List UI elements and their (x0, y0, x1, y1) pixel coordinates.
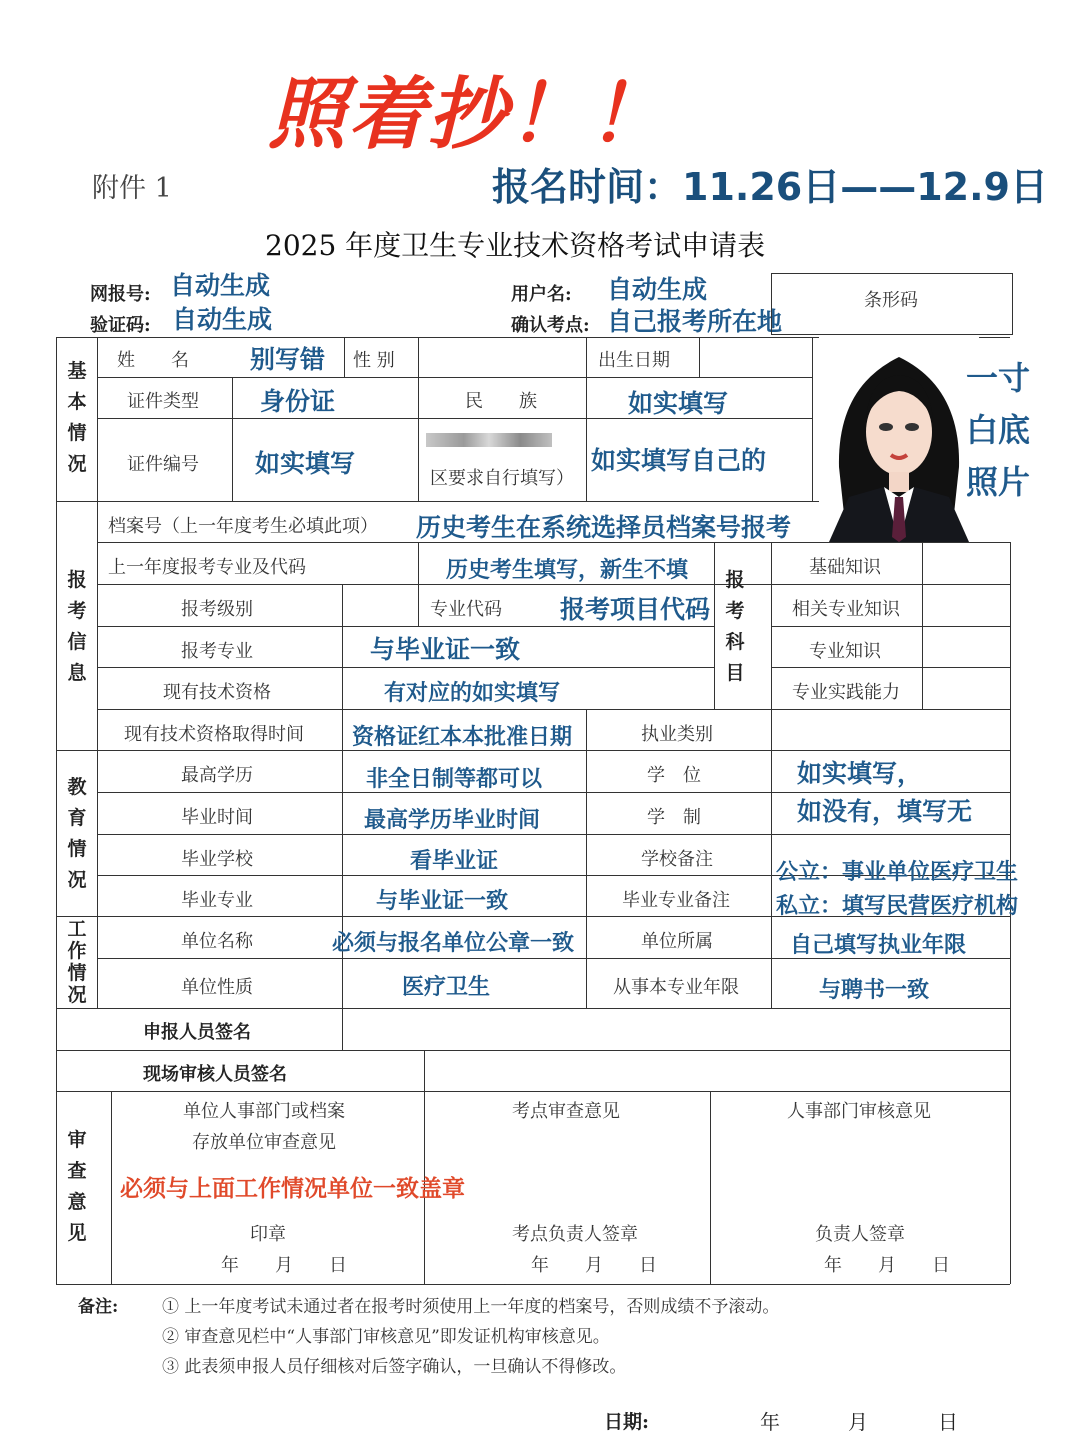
review-col3-seal: 负责人签章 (815, 1224, 905, 1245)
name-hint: 别写错 (250, 345, 326, 374)
degree-system-hint-2: 如没有，填写无 (797, 797, 973, 826)
affiliation-hint: 自己填写执业年限 (790, 933, 967, 958)
date-label: 日期: (604, 1411, 650, 1433)
gender-label: 性 别 (353, 350, 395, 371)
unit-name-label: 单位名称 (181, 931, 253, 952)
net-id-hint: 自动生成 (170, 271, 271, 300)
review-col3-title: 人事部门审核意见 (787, 1101, 931, 1122)
redacted-text (426, 433, 552, 447)
prev-major-hint: 历史考生填写，新生不填 (446, 558, 689, 583)
years-hint: 与聘书一致 (819, 978, 930, 1003)
date-year: 年 (760, 1410, 780, 1434)
exam-section-label: 报考信息 (67, 569, 87, 684)
region-hint: 如实填写自己的 (591, 446, 767, 475)
seal-hint: 必须与上面工作情况单位一致盖章 (120, 1176, 465, 1202)
date-day: 日 (938, 1410, 958, 1434)
name-label: 姓 名 (117, 350, 189, 371)
grad-time-label: 毕业时间 (181, 807, 253, 828)
barcode-label: 条形码 (864, 290, 918, 311)
subject-item: 专业知识 (809, 641, 881, 662)
annex-label: 附件 1 (92, 173, 172, 204)
reviewer-signature-label: 现场审核人员签名 (143, 1064, 287, 1085)
review-date: 年 月 日 (824, 1255, 950, 1276)
review-date: 年 月 日 (221, 1255, 347, 1276)
degree-system-hint-1: 如实填写， (797, 759, 923, 788)
subject-item: 基础知识 (809, 557, 881, 578)
review-col2-seal: 考点负责人签章 (512, 1224, 638, 1245)
exam-site-label: 确认考点: (511, 315, 590, 336)
affiliation-label: 单位所属 (641, 931, 713, 952)
id-type-label: 证件类型 (127, 391, 199, 412)
private-hint: 私立：填写民营医疗机构 (776, 894, 1019, 919)
basic-section-label: 基本情况 (67, 360, 87, 475)
photo-caption-line-1: 一寸 (966, 359, 1031, 397)
major-label: 报考专业 (181, 641, 253, 662)
review-date: 年 月 日 (531, 1255, 657, 1276)
photo-caption-line-3: 照片 (966, 463, 1031, 501)
unit-type-label: 单位性质 (181, 977, 253, 998)
registration-time: 报名时间：11.26日——12.9日 (492, 165, 1048, 209)
years-label: 从事本专业年限 (613, 977, 739, 998)
id-photo (819, 337, 979, 542)
photo-caption (966, 352, 1046, 508)
ethnic-hint: 如实填写 (628, 389, 729, 418)
id-type-hint: 身份证 (260, 387, 336, 416)
notes-label: 备注: (78, 1297, 119, 1317)
note-item: ③ 此表须申报人员仔细核对后签字确认，一旦确认不得修改。 (162, 1357, 627, 1377)
qual-time-label: 现有技术资格取得时间 (124, 724, 304, 745)
archive-label: 档案号（上一年度考生必填此项） (108, 516, 378, 537)
review-col1-line1: 单位人事部门或档案 (183, 1101, 345, 1122)
region-note: 区要求自行填写） (430, 468, 574, 489)
id-no-hint: 如实填写 (255, 449, 356, 478)
edu-major-label: 毕业专业 (181, 890, 253, 911)
subject-item: 相关专业知识 (792, 599, 900, 620)
review-section-label: 审查意见 (67, 1129, 87, 1244)
photo-caption-line-2: 白底 (966, 411, 1031, 449)
code-label: 专业代码 (430, 599, 502, 620)
birth-label: 出生日期 (598, 350, 670, 371)
exam-site-hint: 自己报考所在地 (607, 307, 783, 336)
net-id-label: 网报号: (90, 284, 151, 305)
major-hint: 与毕业证一致 (370, 635, 521, 664)
prev-major-label: 上一年度报考专业及代码 (108, 557, 306, 578)
grad-time-hint: 最高学历毕业时间 (364, 808, 541, 833)
level-label: 报考级别 (181, 599, 253, 620)
headline: 照着抄！！ (268, 70, 669, 160)
school-hint: 看毕业证 (410, 849, 499, 874)
practice-label: 执业类别 (641, 724, 713, 745)
edu-major-hint: 与毕业证一致 (376, 889, 509, 914)
archive-hint: 历史考生在系统选择员档案号报考 (416, 513, 792, 542)
school-label: 毕业学校 (181, 849, 253, 870)
current-qual-label: 现有技术资格 (163, 682, 271, 703)
subject-item: 专业实践能力 (792, 682, 900, 703)
education-section-label: 教育情况 (67, 776, 87, 891)
public-hint: 公立：事业单位医疗卫生 (776, 860, 1019, 885)
form-title: 2025 年度卫生专业技术资格考试申请表 (265, 229, 766, 262)
work-section-label: 工作情况 (67, 918, 87, 1006)
applicant-signature-label: 申报人员签名 (143, 1022, 251, 1043)
xuewei-label: 学 位 (647, 765, 701, 786)
xuezhi-label: 学 制 (647, 807, 701, 828)
ethnic-label: 民 族 (465, 391, 537, 412)
review-col2-title: 考点审查意见 (512, 1101, 620, 1122)
review-col1-line2: 存放单位审查意见 (192, 1132, 336, 1153)
qual-time-hint: 资格证红本本批准日期 (352, 725, 573, 750)
username-hint: 自动生成 (607, 275, 708, 304)
seal-label: 印章 (250, 1224, 286, 1245)
unit-name-hint: 必须与报名单位公章一致 (332, 931, 575, 956)
id-no-label: 证件编号 (127, 454, 199, 475)
portrait-image (819, 337, 979, 542)
verify-hint: 自动生成 (172, 305, 273, 334)
code-hint: 报考项目代码 (560, 595, 711, 624)
current-qual-hint: 有对应的如实填写 (384, 681, 561, 706)
unit-type-hint: 医疗卫生 (402, 975, 491, 1000)
degree-label: 最高学历 (181, 765, 253, 786)
note-item: ② 审查意见栏中“人事部门审核意见”即发证机构审核意见。 (162, 1327, 610, 1347)
school-note-label: 学校备注 (641, 849, 713, 870)
verify-label: 验证码: (90, 315, 151, 336)
subjects-section-label: 报考科目 (725, 569, 745, 684)
username-label: 用户名: (511, 284, 572, 305)
major-note-label: 毕业专业备注 (622, 890, 730, 911)
degree-hint: 非全日制等都可以 (366, 767, 543, 792)
date-month: 月 (848, 1410, 868, 1434)
note-item: ① 上一年度考试未通过者在报考时须使用上一年度的档案号，否则成绩不予滚动。 (162, 1297, 780, 1317)
